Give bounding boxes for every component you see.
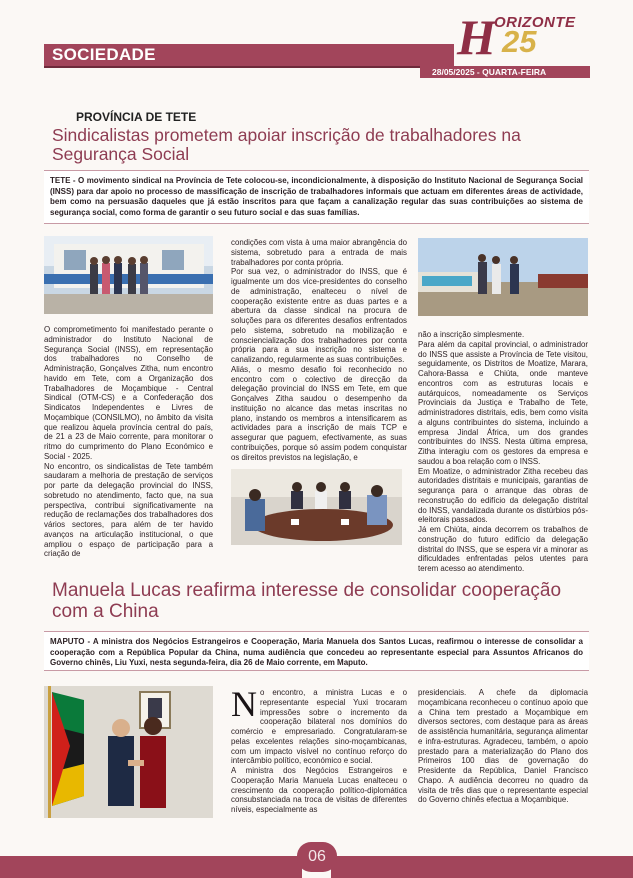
article-column-1	[44, 325, 213, 559]
page-number: 06	[297, 842, 337, 872]
photo-meeting-table	[231, 469, 402, 545]
logo-number: 25	[502, 24, 537, 59]
dropcap: N	[231, 684, 257, 724]
article-title: Manuela Lucas reafirma interesse de consolidar cooperação com a China	[52, 580, 562, 622]
section-label: SOCIEDADE	[52, 45, 156, 64]
article-column-3	[418, 688, 588, 805]
paragraph: Para além da capital provincial, o administrador do INSS que assiste a Província de Tete visitou, seguidamente, os Distritos de Moatize, Marara, Cahora-Bassa e Chiúta, onde manteve encontros com as estruturas locais e autárquicos, nomeadamente os Serviços Provinciais da Justiça e Trabalho de Tete, administradores distritais, edis, bem como visita a alguns contribuintes do sistema, incluindo a empresa Jindal África, um dos grandes contribuintes do INSS. Nesta última empresa, Zitha interagiu com os gestores da empresa e saudou a boa relação com o INSS.	[418, 339, 588, 466]
photo-handshake	[44, 686, 213, 818]
footer-bar-left	[0, 856, 302, 878]
paragraph: condições com vista à uma maior abrangência do sistema, sobretudo para a entrada de mais trabalhadores por conta própria.	[231, 238, 407, 267]
article-lead: TETE - O movimento sindical na Província de Tete colocou-se, incondicionalmente, à disposição do Instituto Nacional de Segurança Social (INSS) para dar apoio no processo de massificação de inscrição de trabalhadores informais que actuam em diferentes áreas de actividade, bem como na persuasão daqueles que já estão inscritos para que façam a canalização regular das suas contribuições ao sistema de segurança social, como forma de garantir o seu futuro social e das suas famílias.	[44, 170, 589, 224]
paragraph: não a inscrição simplesmente.	[418, 330, 525, 339]
footer-bar-right	[331, 856, 633, 878]
article-column-2	[231, 684, 407, 815]
paragraph: Em Moatize, o administrador Zitha recebeu das autoridades distritais e municipais, garantias de segurança para o arranque das obras de reconstrução do edifício da delegação distrital do INSS, vandalizada durante os distúrbios pós-eleitorais passados.	[418, 466, 588, 525]
paragraph: Já em Chiúta, ainda decorrem os trabalhos de construção do futuro edifício da delegação distrital do INSS, que se espera vir a minorar as dificuldades enfrentadas pelos utentes para terem acesso ao atendimento.	[418, 525, 588, 573]
photo-site-visit	[418, 238, 588, 316]
article-kicker: PROVÍNCIA DE TETE	[76, 110, 197, 124]
paragraph: o encontro, a ministra Lucas e o representante especial Yuxi trocaram impressões sobre o incremento da cooperação bilateral nos domínios do comércio e empresariado. Congratularam-se pelas excelentes relações sino-moçambicanas, com um impacto visível no contínuo reforço do intercâmbio político, económico e social.	[231, 688, 407, 766]
issue-date: 28/05/2025 - QUARTA-FEIRA	[432, 67, 547, 77]
paragraph: No encontro, os sindicalistas de Tete também saudaram a melhoria de prestação de serviços por parte da delegação provincial do INSS, sobretudo no atendimento, facto que, na sua perspectiva, contribui significativamente na redução de reclamações dos trabalhadores dos vários sectores, para além de ter havido avanços na articulação institucional, o que ampliou o espaço de participação para a criação de	[44, 461, 213, 559]
photo-building-group	[44, 236, 213, 314]
paragraph: A ministra dos Negócios Estrangeiros e Cooperação Maria Manuela Lucas enalteceu o crescimento da cooperação político-diplomática consubstanciada na troca de visitas de diferentes níveis, especialmente as	[231, 766, 407, 814]
paragraph: Por sua vez, o administrador do INSS, que é igualmente um dos vice-presidentes do conselho de administração, enalteceu o nível de cooperação existente entre as duas partes e a abertura da classe sindical na procura de soluções para os diferentes desafios enfrentados pelo sistema, sobretudo na mobilização e consciencialização dos trabalhadores por conta própria para a sua inscrição no sistema e canalizando, regularmente as suas contribuições.	[231, 267, 407, 364]
logo-letter: H	[457, 9, 496, 65]
logo-word: ORIZONTE	[494, 14, 576, 31]
article-column-3	[418, 330, 588, 574]
paragraph: Aliás, o mesmo desafio foi reconhecido no encontro com o colectivo de direcção da delegação provincial do INSS em Tete, em que Gonçalves Zitha saudou o desempenho da instituição no alcance das metas inscritas no plano, instando os membros a intensificarem as actividades para a inscrição de mais TCP e assegurar que paguem, efectivamente, as suas contribuições, porque só assim podem conquistar os direitos previstos na legislação, e	[231, 364, 407, 462]
paragraph: O comprometimento foi manifestado perante o administrador do Instituto Nacional de Segurança Social (INSS), em representação dos trabalhadores no Conselho de Administração, Gonçalves Zitha, num encontro havido em Tete, com a Organização dos Trabalhadores de Moçambique - Central Sindical (OTM-CS) e a Confederação dos Sindicatos Independentes e Livres de Moçambique (CONSILMO), no âmbito da visita que realizou àquela província central do país, de 21 a 23 de Maio corrente, para monitorar o ritmo do cumprimento do Plano Económico e Social - 2025.	[44, 325, 213, 461]
article-title: Sindicalistas prometem apoiar inscrição de trabalhadores na Segurança Social	[52, 125, 521, 164]
paragraph: presidenciais. A chefe da diplomacia moçambicana reconheceu o contínuo apoio que a China tem prestado a Moçambique em diversos sectores, com destaque para as áreas de assistência humanitária, segurança alimentar e infra-estruturas. Agradeceu, também, o apoio prestado para a materialização do Plano dos Primeiros 100 dias de governação do Presidente da República, Daniel Francisco Chapo. A audiência decorreu no quadro da visita de três dias que o representante especial do Governo chinês efectua a Moçambique.	[418, 688, 588, 805]
article-column-2	[231, 238, 407, 462]
article-lead: MAPUTO - A ministra dos Negócios Estrangeiros e Cooperação, Maria Manuela dos Santos Lucas, reafirmou o interesse de consolidar a cooperação com a República Popular da China, numa audiência que concedeu ao representante especial para Assuntos Africanos do Governo chinês, Liu Yuxi, nesta segunda-feira, dia 26 de Maio corrente, em Maputo.	[44, 631, 589, 671]
section-header-rule	[44, 66, 454, 68]
